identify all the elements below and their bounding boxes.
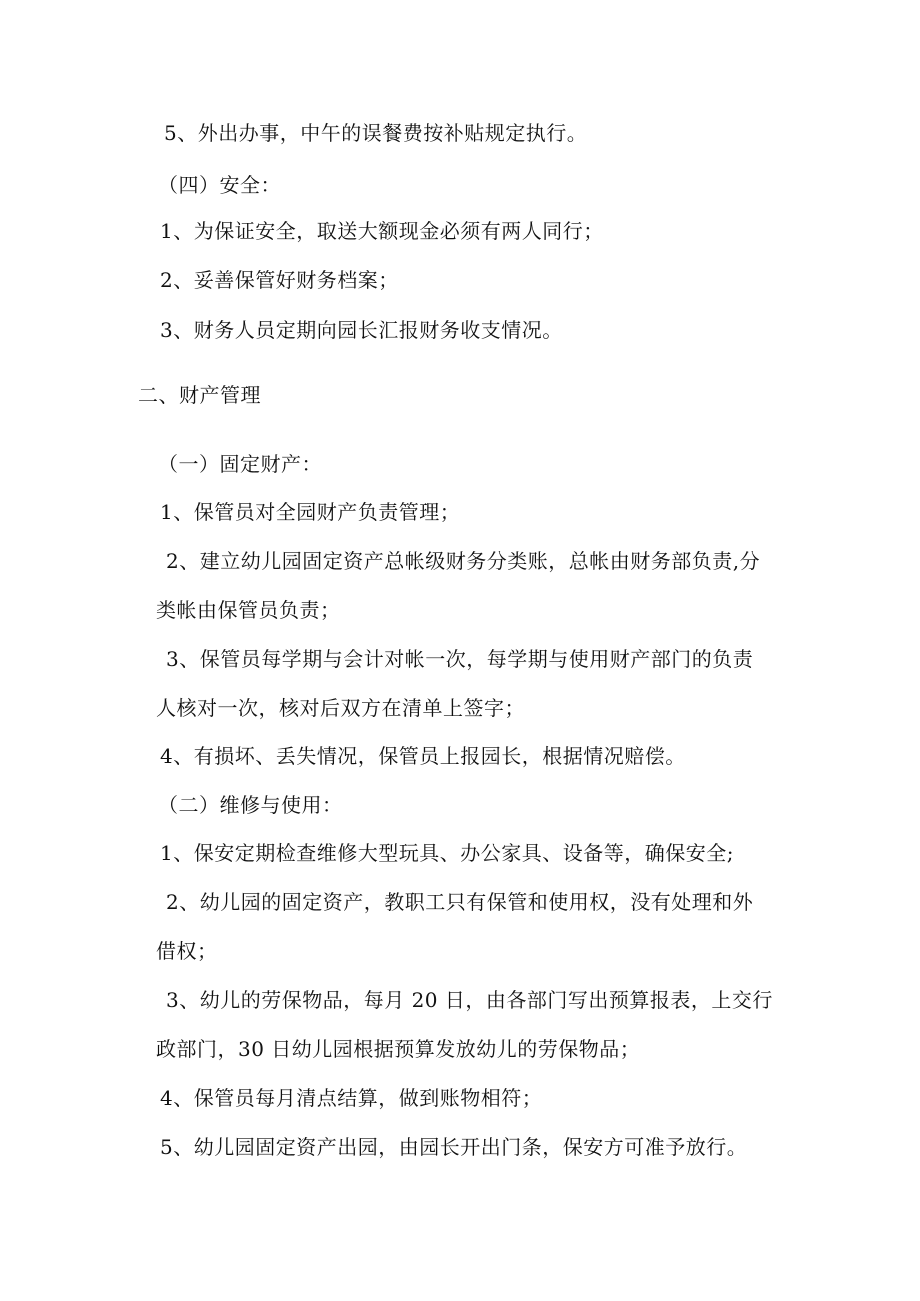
text-line: 借权； bbox=[156, 939, 218, 963]
text-line: 3、保管员每学期与会计对帐一次，每学期与使用财产部门的负责 bbox=[166, 647, 754, 671]
text-line: 4、保管员每月清点结算，做到账物相符； bbox=[160, 1086, 543, 1110]
text-line: 2、建立幼儿园固定资产总帐级财务分类账，总帐由财务部负责,分 bbox=[166, 549, 761, 573]
text-line: 人核对一次，核对后双方在清单上签字； bbox=[156, 696, 525, 720]
text-line: 5、外出办事，中午的误餐费按补贴规定执行。 bbox=[164, 121, 588, 145]
text-line: 4、有损坏、丢失情况，保管员上报园长，根据情况赔偿。 bbox=[160, 744, 686, 768]
text-line: 类帐由保管员负责； bbox=[156, 598, 341, 622]
section-heading: （二）维修与使用： bbox=[158, 793, 343, 817]
text-line: 2、妥善保管好财务档案； bbox=[160, 268, 399, 292]
section-heading: （一）固定财产： bbox=[158, 452, 322, 476]
text-line: 3、幼儿的劳保物品，每月 20 日，由各部门写出预算报表，上交行 bbox=[166, 988, 773, 1012]
text-line: 5、幼儿园固定资产出园，由园长开出门条，保安方可准予放行。 bbox=[160, 1135, 748, 1159]
text-line: 政部门，30 日幼儿园根据预算发放幼儿的劳保物品； bbox=[156, 1037, 641, 1061]
text-line: 2、幼儿园的固定资产，教职工只有保管和使用权，没有处理和外 bbox=[166, 890, 754, 914]
section-heading: （四）安全： bbox=[158, 173, 281, 197]
text-line: 1、保管员对全园财产负责管理； bbox=[160, 500, 461, 524]
chapter-heading: 二、财产管理 bbox=[138, 383, 261, 407]
text-line: 1、保安定期检查维修大型玩具、办公家具、设备等，确保安全; bbox=[160, 841, 734, 865]
text-line: 1、为保证安全，取送大额现金必须有两人同行； bbox=[160, 219, 604, 243]
text-line: 3、财务人员定期向园长汇报财务收支情况。 bbox=[160, 318, 563, 342]
